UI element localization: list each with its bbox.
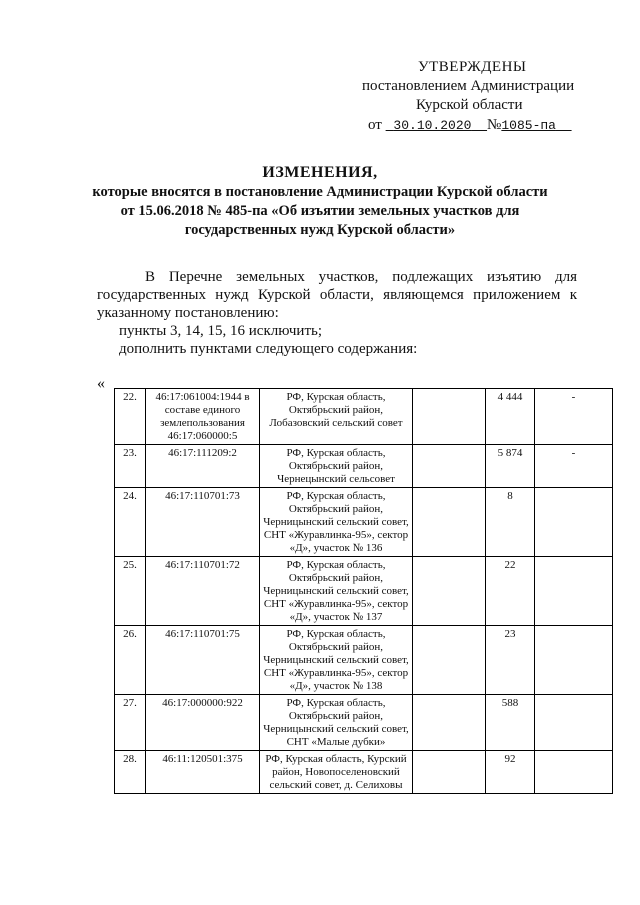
cell-addr: РФ, Курская область, Октябрьский район, Черницынский сельский совет, СНТ «Малые дубки» (260, 695, 413, 751)
approval-title: УТВЕРЖДЕНЫ (418, 59, 527, 75)
approval-date: 30.10.2020 (393, 118, 472, 133)
cell-area: 5 874 (486, 445, 535, 488)
body-text (97, 268, 577, 358)
cell-addr: РФ, Курская область, Октябрьский район, Чернецынский сельсовет (260, 445, 413, 488)
heading-title: ИЗМЕНЕНИЯ, (262, 164, 378, 181)
cell-no: 28. (115, 751, 146, 794)
heading-line-3: государственных нужд Курской области» (184, 222, 456, 238)
cell-addr: РФ, Курская область, Октябрьский район, Черницынский сельский совет, СНТ «Журавлинка-95», сектор «Д», участок № 136 (260, 488, 413, 557)
approval-block (360, 58, 600, 135)
cell-f (535, 488, 613, 557)
cell-area: 588 (486, 695, 535, 751)
cell-e (413, 626, 486, 695)
cell-e (413, 488, 486, 557)
cell-no: 23. (115, 445, 146, 488)
land-plots-table (114, 388, 613, 794)
approval-number: 1085-па (501, 118, 556, 133)
open-quote: « (97, 375, 105, 392)
approval-line-2: постановлением Администрации (362, 78, 575, 94)
document-heading (60, 163, 580, 240)
date-prefix: от (368, 117, 382, 133)
table-row (115, 488, 613, 557)
cell-e (413, 695, 486, 751)
add-items-line: дополнить пунктами следующего содержания: (119, 341, 418, 357)
cell-kad: 46:17:111209:2 (146, 445, 260, 488)
cell-kad: 46:17:110701:75 (146, 626, 260, 695)
cell-f: - (535, 445, 613, 488)
table-row (115, 626, 613, 695)
cell-kad: 46:17:000000:922 (146, 695, 260, 751)
table-row (115, 445, 613, 488)
number-prefix: № (487, 117, 502, 133)
cell-f: - (535, 389, 613, 445)
cell-addr: РФ, Курская область, Курский район, Новопоселеновский сельский совет, д. Селиховы (260, 751, 413, 794)
cell-kad: 46:11:120501:375 (146, 751, 260, 794)
approval-line-3: Курской области (416, 97, 523, 113)
cell-area: 92 (486, 751, 535, 794)
cell-e (413, 445, 486, 488)
exclude-items-line: пункты 3, 14, 15, 16 исключить; (119, 323, 323, 339)
cell-addr: РФ, Курская область, Октябрьский район, Черницынский сельский совет, СНТ «Журавлинка-95», сектор «Д», участок № 137 (260, 557, 413, 626)
cell-no: 25. (115, 557, 146, 626)
cell-f (535, 695, 613, 751)
cell-addr: РФ, Курская область, Октябрьский район, Черницынский сельский совет, СНТ «Журавлинка-95», сектор «Д», участок № 138 (260, 626, 413, 695)
cell-kad: 46:17:061004:1944 в составе единого землепользования 46:17:060000:5 (146, 389, 260, 445)
cell-addr: РФ, Курская область, Октябрьский район, Лобазовский сельский совет (260, 389, 413, 445)
intro-paragraph: В Перечне земельных участков, подлежащих изъятию для государственных нужд Курской области, являющемся приложением к указанному постановлению: (97, 269, 577, 321)
approval-date-line (360, 116, 600, 135)
heading-line-2: от 15.06.2018 № 485-па «Об изъятии земельных участков для (120, 203, 520, 219)
table-row (115, 751, 613, 794)
cell-f (535, 626, 613, 695)
cell-area: 4 444 (486, 389, 535, 445)
table-row (115, 389, 613, 445)
cell-no: 22. (115, 389, 146, 445)
cell-kad: 46:17:110701:73 (146, 488, 260, 557)
cell-e (413, 557, 486, 626)
cell-e (413, 389, 486, 445)
cell-f (535, 751, 613, 794)
cell-no: 26. (115, 626, 146, 695)
heading-line-1: которые вносятся в постановление Администрации Курской области (92, 184, 548, 200)
cell-area: 8 (486, 488, 535, 557)
cell-e (413, 751, 486, 794)
cell-kad: 46:17:110701:72 (146, 557, 260, 626)
cell-no: 27. (115, 695, 146, 751)
cell-area: 23 (486, 626, 535, 695)
table-row (115, 557, 613, 626)
table-row (115, 695, 613, 751)
cell-f (535, 557, 613, 626)
cell-area: 22 (486, 557, 535, 626)
cell-no: 24. (115, 488, 146, 557)
